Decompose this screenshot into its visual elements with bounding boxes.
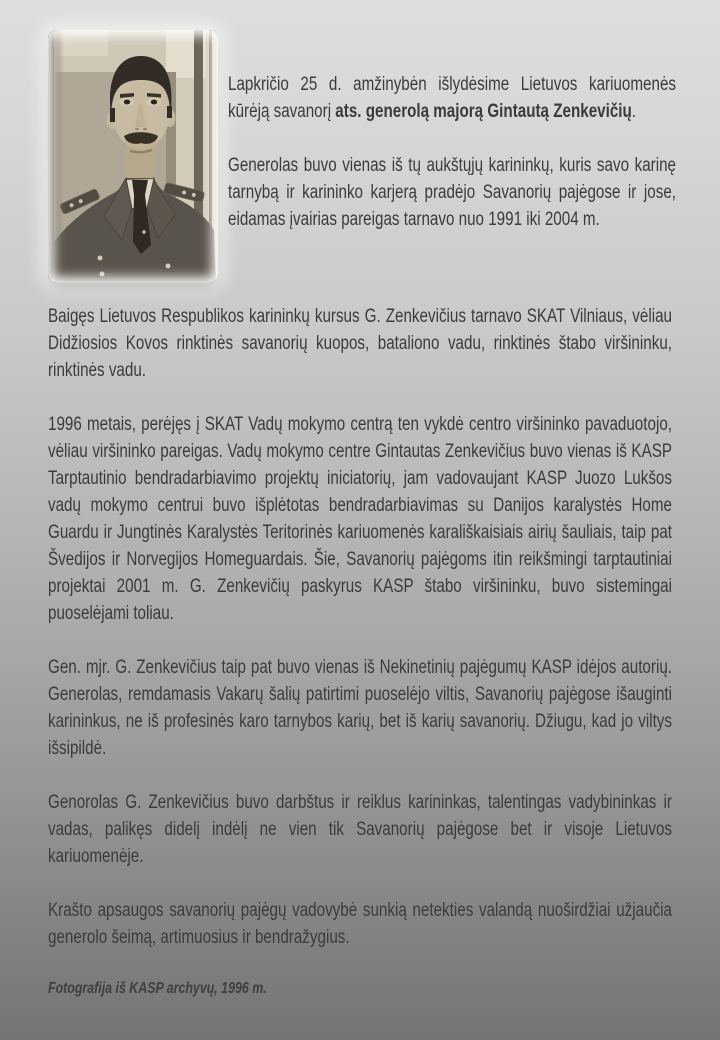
photo-credit-caption: Fotografija iš KASP archyvų, 1996 m. — [48, 980, 267, 997]
intro-paragraph-1 — [228, 71, 676, 125]
intro-text-block — [228, 71, 676, 233]
portrait-illustration — [48, 30, 218, 283]
intro-paragraph-2: Generolas buvo vienas iš tų aukštųjų karininkų, kuris savo karinę tarnybą ir karininko karjerą pradėjo Savanorių pajėgose ir jose, eidamas įvairias pareigas tarnavo nuo 1991 iki 2004 m. — [228, 155, 676, 230]
body-paragraph-1: Baigęs Lietuvos Respublikos karininkų kursus G. Zenkevičius tarnavo SKAT Vilniaus, vėliau Didžiosios Kovos rinktinės savanorių kuopos, bataliono vadu, rinktinės štabo viršininku, rinktinės vadu. — [48, 306, 672, 381]
body-paragraph-5: Krašto apsaugos savanorių pajėgų vadovybė sunkią netekties valandą nuoširdžiai užjaučia generolo šeimą, artimuosius ir bendražygius. — [48, 900, 672, 948]
intro-paragraph-1-suffix: . — [631, 101, 637, 122]
body-text-block — [48, 303, 672, 1000]
body-paragraph-4: Genorolas G. Zenkevičius buvo darbštus ir reiklus karininkas, talentingas vadybininkas ir vadas, palikęs didelį indėlį ne vien tik Savanorių pajėgose bet ir visoje Lietuvos kariuomenėje. — [48, 792, 672, 867]
body-paragraph-2: 1996 metais, perėjęs į SKAT Vadų mokymo centrą ten vykdė centro viršininko pavaduotojo, vėliau viršininko pareigas. Vadų mokymo centre Gintautas Zenkevičius buvo vienas iš KASP Tarptautinio bendradarbiavimo projektų iniciatorių, jam vadovaujant KASP Juozo Lukšos vadų mokymo centrui buvo išplėtotas bendradarbiavimas su Danijos karalystės Home Guardu ir Jungtinės Karalystės Teritorinės kariuomenės karališkaisiais airių šauliais, taip pat Švedijos ir Norvegijos Homeguardais. Šie, Savanorių pajėgoms itin reikšmingi tarptautiniai projektai 2001 m. G. Zenkevičių paskyrus KASP štabo viršininku, buvo sistemingai puoselėjami toliau. — [48, 414, 672, 624]
intro-paragraph-1-prefix: Lapkričio 25 d. amžinybėn išlydėsime Lietuvos kariuomenės kūrėją savanorį — [228, 74, 676, 122]
body-paragraph-3: Gen. mjr. G. Zenkevičius taip pat buvo vienas iš Nekinetinių pajėgumų KASP idėjos autorių. Generolas, remdamasis Vakarų šalių patirtimi puoselėjo viltis, Savanorių pajėgose išauginti karininkus, ne iš profesinės karo tarnybos karių, bet iš karių savanorių. Džiugu, kad jo viltys išsipildė. — [48, 657, 672, 759]
officer-portrait-photo — [48, 30, 218, 283]
officer-name-bold: ats. generolą majorą Gintautą Zenkevičių — [335, 101, 632, 122]
